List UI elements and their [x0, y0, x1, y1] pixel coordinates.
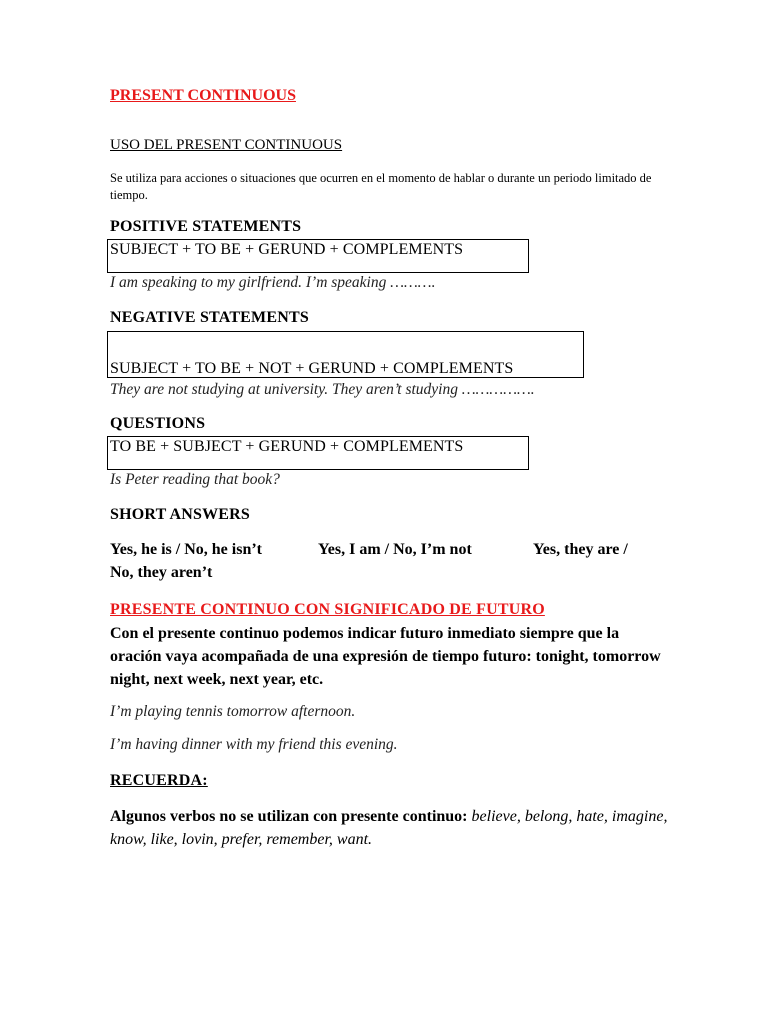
negative-heading: NEGATIVE STATEMENTS	[110, 309, 309, 326]
recuerda-verbs: believe, belong, hate, imagine, know, like, lovin, prefer, remember, want.	[110, 808, 668, 848]
positive-heading: POSITIVE STATEMENTS	[110, 218, 302, 235]
uso-description: Se utiliza para acciones o situaciones que ocurren en el momento de hablar o durante un periodo limitado de tiempo.	[110, 171, 652, 202]
short-answer-2: Yes, I am / No, I’m not	[318, 541, 472, 558]
questions-heading: QUESTIONS	[110, 415, 206, 432]
future-example-1: I’m playing tennis tomorrow afternoon.	[110, 703, 356, 720]
short-answer-1: Yes, he is / No, he isn’t	[110, 541, 263, 558]
negative-formula: SUBJECT + TO BE + NOT + GERUND + COMPLEMENTS	[110, 360, 514, 377]
short-answers-heading: SHORT ANSWERS	[110, 506, 251, 523]
page-title: PRESENT CONTINUOUS	[110, 87, 296, 104]
recuerda-heading: RECUERDA:	[110, 772, 208, 789]
positive-example: I am speaking to my girlfriend. I’m speaking ……….	[110, 274, 436, 291]
future-heading: PRESENTE CONTINUO CON SIGNIFICADO DE FUTURO	[110, 601, 545, 618]
positive-formula: SUBJECT + TO BE + GERUND + COMPLEMENTS	[110, 241, 464, 258]
negative-formula-box	[107, 331, 584, 378]
recuerda-paragraph	[110, 805, 680, 851]
recuerda-lead: Algunos verbos no se utilizan con presente continuo:	[110, 808, 472, 825]
positive-formula-box	[107, 239, 529, 273]
short-answer-3a: Yes, they are /	[533, 541, 628, 558]
questions-formula-box	[107, 436, 529, 470]
uso-heading: USO DEL PRESENT CONTINUOUS	[110, 137, 343, 153]
future-example-2: I’m having dinner with my friend this evening.	[110, 736, 398, 753]
short-answer-3b: No, they aren’t	[110, 564, 213, 581]
future-paragraph: Con el presente continuo podemos indicar futuro inmediato siempre que la oración vaya acompañada de una expresión de tiempo futuro: tonight, tomorrow night, next week, next year, etc.	[110, 625, 661, 688]
questions-formula: TO BE + SUBJECT + GERUND + COMPLEMENTS	[110, 438, 464, 455]
negative-example: They are not studying at university. They aren’t studying …………….	[110, 381, 535, 398]
questions-example: Is Peter reading that book?	[110, 471, 280, 488]
